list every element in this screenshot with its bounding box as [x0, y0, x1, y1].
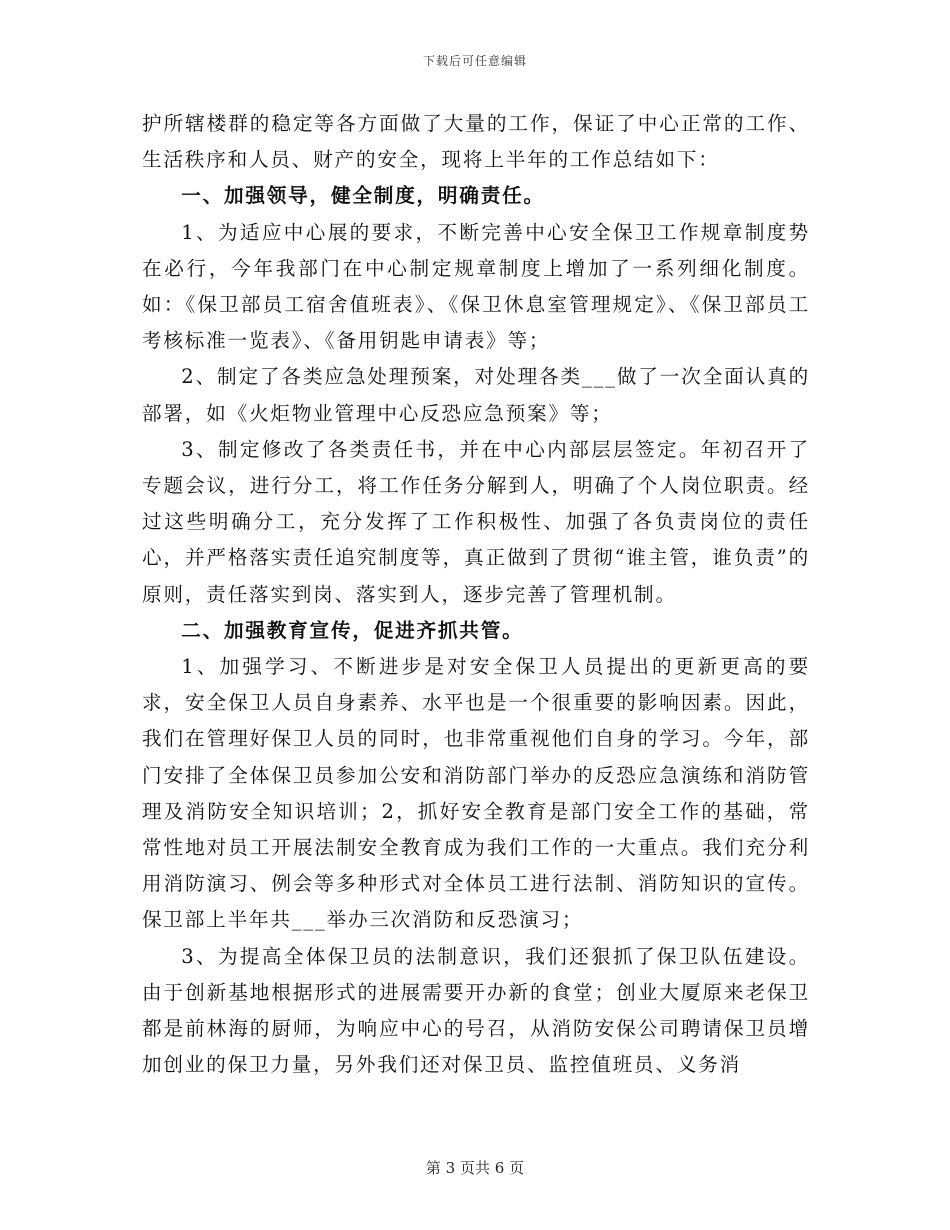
paragraph-s1-item-2: 2、制定了各类应急处理预案，对处理各类___做了一次全面认真的部署，如《火炬物业管理中心反恐应急预案》等；	[142, 365, 810, 425]
section-heading-1: 一、加强领导，健全制度，明确责任。	[181, 184, 545, 208]
paragraph-s2-item-3: 3、为提高全体保卫员的法制意识，我们还狠抓了保卫队伍建设。由于创新基地根据形式的进展需要开办新的食堂；创业大厦原来老保卫都是前林海的厨师，为响应中心的号召，从消防安保公司聘请保卫员增加创业的保卫力量，另外我们还对保卫员、监控值班员、义务消	[142, 944, 810, 1077]
section-heading-2: 二、加强教育宣传，促进齐抓共管。	[181, 618, 524, 642]
paragraph-s2-item-1: 1、加强学习、不断进步是对安全保卫人员提出的更新更高的要求，安全保卫人员自身素养、水平也是一个很重要的影响因素。因此，我们在管理好保卫人员的同时，也非常重视他们自身的学习。今年，部门安排了全体保卫员参加公安和消防部门举办的反恐应急演练和消防管理及消防安全知识培训；2，抓好安全教育是部门安全工作的基础，常常性地对员工开展法制安全教育成为我们工作的一大重点。我们充分利用消防演习、例会等多种形式对全体员工进行法制、消防知识的宣传。保卫部上半年共___举办三次消防和反恐演习；	[142, 655, 810, 932]
page-footer: 第 3 页共 6 页	[425, 1159, 525, 1177]
paragraph-intro: 护所辖楼群的稳定等各方面做了大量的工作，保证了中心正常的工作、生活秩序和人员、财产的安全，现将上半年的工作总结如下：	[142, 112, 810, 172]
paragraph-s1-item-3: 3、制定修改了各类责任书，并在中心内部层层签定。年初召开了专题会议，进行分工，将工作任务分解到人，明确了个人岗位职责。经过这些明确分工，充分发挥了工作积极性、加强了各负责岗位的责任心，并严格落实责任追究制度等，真正做到了贯彻“谁主管，谁负责”的原则，责任落实到岗、落实到人，逐步完善了管理机制。	[142, 437, 810, 606]
paragraph-s1-item-1: 1、为适应中心展的要求，不断完善中心安全保卫工作规章制度势在必行，今年我部门在中心制定规章制度上增加了一系列细化制度。如：《保卫部员工宿舍值班表》、《保卫休息室管理规定》、《保卫部员工考核标准一览表》、《备用钥匙申请表》等；	[142, 220, 810, 353]
document-body	[142, 106, 810, 1083]
page-header: 下载后可任意编辑	[422, 54, 527, 68]
